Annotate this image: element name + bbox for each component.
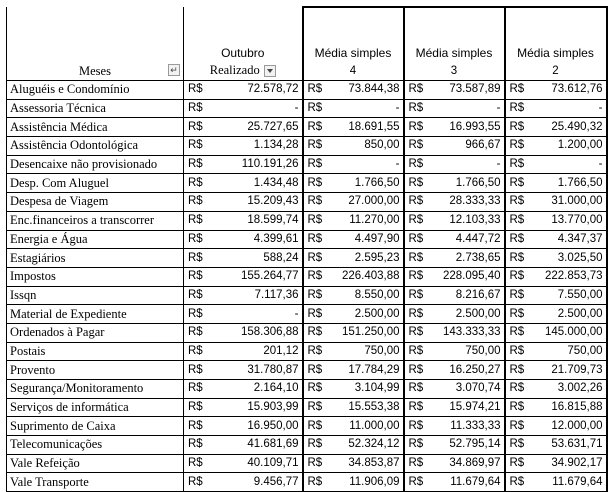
header-blank-cell: [404, 7, 505, 45]
currency-cell[interactable]: R$: [505, 137, 534, 156]
table-row: [7, 342, 607, 361]
value-cell[interactable]: 750,00: [534, 342, 607, 361]
row-label[interactable]: Assessoria Técnica: [7, 99, 184, 118]
currency-cell[interactable]: R$: [404, 342, 433, 361]
value-cell[interactable]: -: [534, 99, 607, 118]
currency-cell[interactable]: R$: [505, 155, 534, 174]
value-cell[interactable]: 1.200,00: [534, 137, 607, 156]
value-cell[interactable]: 3.070,74: [433, 380, 505, 399]
currency-cell[interactable]: R$: [184, 473, 213, 492]
currency-cell[interactable]: R$: [505, 454, 534, 473]
row-label[interactable]: Enc.financeiros a transcorrer: [7, 211, 184, 230]
value-cell[interactable]: 40.109,71: [213, 454, 303, 473]
currency-cell[interactable]: R$: [303, 417, 332, 436]
value-cell[interactable]: 16.815,88: [534, 398, 607, 417]
value-cell[interactable]: 11.906,09: [332, 473, 404, 492]
currency-cell[interactable]: R$: [184, 436, 213, 455]
value-cell[interactable]: 73.612,76: [534, 81, 607, 100]
value-cell[interactable]: 966,67: [433, 137, 505, 156]
currency-cell[interactable]: R$: [505, 361, 534, 380]
currency-cell[interactable]: R$: [505, 81, 534, 100]
value-cell[interactable]: 11.333,33: [433, 417, 505, 436]
currency-cell[interactable]: R$: [184, 193, 213, 212]
currency-cell[interactable]: R$: [303, 230, 332, 249]
currency-cell[interactable]: R$: [505, 211, 534, 230]
table-row: [7, 286, 607, 305]
currency-cell[interactable]: R$: [303, 174, 332, 193]
value-cell[interactable]: 18.599,74: [213, 211, 303, 230]
value-cell[interactable]: 1.434,48: [213, 174, 303, 193]
row-label[interactable]: Serviços de informática: [7, 398, 184, 417]
value-cell[interactable]: 2.500,00: [433, 305, 505, 324]
currency-cell[interactable]: R$: [303, 118, 332, 137]
months-column-header[interactable]: [7, 62, 184, 81]
value-cell[interactable]: 2.595,23: [332, 249, 404, 268]
value-cell[interactable]: 4.399,61: [213, 230, 303, 249]
header-blank-cell: [7, 45, 184, 62]
table-row: [7, 249, 607, 268]
months-header-label: Meses: [79, 63, 111, 78]
currency-cell[interactable]: R$: [184, 137, 213, 156]
currency-cell[interactable]: R$: [184, 99, 213, 118]
header-blank-cell: [303, 7, 404, 45]
currency-cell[interactable]: R$: [505, 286, 534, 305]
currency-cell[interactable]: R$: [303, 193, 332, 212]
row-label[interactable]: Desencaixe não provisionado: [7, 155, 184, 174]
currency-cell[interactable]: R$: [505, 174, 534, 193]
value-cell[interactable]: 201,12: [213, 342, 303, 361]
currency-cell[interactable]: R$: [303, 398, 332, 417]
table-row: [7, 81, 607, 100]
table-row: [7, 398, 607, 417]
currency-cell[interactable]: R$: [184, 323, 213, 342]
value-cell[interactable]: 27.000,00: [332, 193, 404, 212]
currency-cell[interactable]: R$: [303, 137, 332, 156]
value-cell[interactable]: 72.578,72: [213, 81, 303, 100]
table-row: [7, 155, 607, 174]
currency-cell[interactable]: R$: [505, 118, 534, 137]
table-row: [7, 230, 607, 249]
value-cell[interactable]: -: [433, 155, 505, 174]
currency-cell[interactable]: R$: [303, 323, 332, 342]
currency-cell[interactable]: R$: [404, 286, 433, 305]
value-cell[interactable]: 158.306,88: [213, 323, 303, 342]
row-label[interactable]: Desp. Com Aluguel: [7, 174, 184, 193]
value-cell[interactable]: 8.216,67: [433, 286, 505, 305]
currency-cell[interactable]: R$: [184, 155, 213, 174]
value-cell[interactable]: 31.780,87: [213, 361, 303, 380]
value-cell[interactable]: 12.103,33: [433, 211, 505, 230]
row-label[interactable]: Ordenados à Pagar: [7, 323, 184, 342]
value-cell[interactable]: 15.974,21: [433, 398, 505, 417]
header-blank-cell: [505, 7, 607, 45]
value-cell[interactable]: 2.738,65: [433, 249, 505, 268]
currency-cell[interactable]: R$: [505, 323, 534, 342]
currency-cell[interactable]: R$: [404, 155, 433, 174]
value-cell[interactable]: -: [534, 155, 607, 174]
value-cell[interactable]: 52.324,12: [332, 436, 404, 455]
row-label[interactable]: Material de Expediente: [7, 305, 184, 324]
value-cell[interactable]: 222.853,73: [534, 267, 607, 286]
currency-cell[interactable]: R$: [184, 398, 213, 417]
value-cell[interactable]: 16.250,27: [433, 361, 505, 380]
currency-cell[interactable]: R$: [184, 417, 213, 436]
value-cell[interactable]: 8.550,00: [332, 286, 404, 305]
currency-cell[interactable]: R$: [184, 380, 213, 399]
currency-cell[interactable]: R$: [404, 398, 433, 417]
value-cell[interactable]: 750,00: [433, 342, 505, 361]
value-cell[interactable]: 4.347,37: [534, 230, 607, 249]
currency-cell[interactable]: R$: [404, 323, 433, 342]
value-cell[interactable]: 7.117,36: [213, 286, 303, 305]
row-label[interactable]: Segurança/Monitoramento: [7, 380, 184, 399]
row-label[interactable]: Vale Refeição: [7, 454, 184, 473]
row-label[interactable]: Energia e Água: [7, 230, 184, 249]
table-row: [7, 417, 607, 436]
currency-cell[interactable]: R$: [303, 454, 332, 473]
value-cell[interactable]: 110.191,26: [213, 155, 303, 174]
value-cell[interactable]: 25.727,65: [213, 118, 303, 137]
value-cell[interactable]: 11.000,00: [332, 417, 404, 436]
currency-cell[interactable]: R$: [404, 454, 433, 473]
table-row: [7, 99, 607, 118]
value-cell[interactable]: 34.869,97: [433, 454, 505, 473]
avg-period-3: 3: [404, 62, 505, 81]
currency-cell[interactable]: R$: [404, 99, 433, 118]
value-cell[interactable]: 1.766,50: [534, 174, 607, 193]
currency-cell[interactable]: R$: [404, 436, 433, 455]
table-row: [7, 193, 607, 212]
value-cell[interactable]: 850,00: [332, 137, 404, 156]
currency-cell[interactable]: R$: [404, 361, 433, 380]
value-cell[interactable]: 41.681,69: [213, 436, 303, 455]
avg-period-2: 2: [505, 62, 607, 81]
currency-cell[interactable]: R$: [184, 249, 213, 268]
value-cell[interactable]: 28.333,33: [433, 193, 505, 212]
currency-cell[interactable]: R$: [184, 267, 213, 286]
value-cell[interactable]: 4.497,90: [332, 230, 404, 249]
currency-cell[interactable]: R$: [404, 230, 433, 249]
currency-cell[interactable]: R$: [505, 380, 534, 399]
currency-cell[interactable]: R$: [184, 211, 213, 230]
value-cell[interactable]: -: [213, 99, 303, 118]
row-label[interactable]: Assistência Odontológica: [7, 137, 184, 156]
currency-cell[interactable]: R$: [505, 436, 534, 455]
currency-cell[interactable]: R$: [184, 230, 213, 249]
currency-cell[interactable]: R$: [404, 473, 433, 492]
value-cell[interactable]: 1.766,50: [332, 174, 404, 193]
value-cell[interactable]: 3.025,50: [534, 249, 607, 268]
value-cell[interactable]: -: [332, 155, 404, 174]
currency-cell[interactable]: R$: [404, 380, 433, 399]
table-row: [7, 211, 607, 230]
currency-cell[interactable]: R$: [303, 211, 332, 230]
value-cell[interactable]: 3.104,99: [332, 380, 404, 399]
table-row: [7, 323, 607, 342]
currency-cell[interactable]: R$: [184, 174, 213, 193]
realized-label: Realizado: [209, 63, 260, 77]
currency-cell[interactable]: R$: [303, 286, 332, 305]
header-blank-cell: [184, 7, 303, 45]
value-cell[interactable]: 17.784,29: [332, 361, 404, 380]
currency-cell[interactable]: R$: [303, 81, 332, 100]
row-label[interactable]: Impostos: [7, 267, 184, 286]
currency-cell[interactable]: R$: [505, 473, 534, 492]
value-cell[interactable]: 18.691,55: [332, 118, 404, 137]
row-label[interactable]: Issqn: [7, 286, 184, 305]
row-label[interactable]: Despesa de Viagem: [7, 193, 184, 212]
filter-sort-icon[interactable]: ↵: [168, 64, 180, 76]
value-cell[interactable]: -: [213, 305, 303, 324]
table-row: [7, 267, 607, 286]
currency-cell[interactable]: R$: [303, 342, 332, 361]
currency-cell[interactable]: R$: [184, 286, 213, 305]
row-label[interactable]: Provento: [7, 361, 184, 380]
value-cell[interactable]: 7.550,00: [534, 286, 607, 305]
value-cell[interactable]: 52.795,14: [433, 436, 505, 455]
value-cell[interactable]: 53.631,71: [534, 436, 607, 455]
currency-cell[interactable]: R$: [303, 155, 332, 174]
currency-cell[interactable]: R$: [184, 305, 213, 324]
value-cell[interactable]: 1.134,28: [213, 137, 303, 156]
table-row: [7, 436, 607, 455]
row-label[interactable]: Aluguéis e Condomínio: [7, 81, 184, 100]
currency-cell[interactable]: R$: [404, 193, 433, 212]
value-cell[interactable]: 31.000,00: [534, 193, 607, 212]
row-label[interactable]: Postais: [7, 342, 184, 361]
table-row: [7, 361, 607, 380]
currency-cell[interactable]: R$: [505, 230, 534, 249]
value-cell[interactable]: 2.500,00: [534, 305, 607, 324]
value-cell[interactable]: -: [433, 99, 505, 118]
currency-cell[interactable]: R$: [505, 267, 534, 286]
value-cell[interactable]: 15.903,99: [213, 398, 303, 417]
value-cell[interactable]: 13.770,00: [534, 211, 607, 230]
value-cell[interactable]: 11.679,64: [534, 473, 607, 492]
table-row: [7, 137, 607, 156]
table-row: [7, 305, 607, 324]
expense-table: [6, 6, 608, 492]
currency-cell[interactable]: R$: [184, 118, 213, 137]
table-row: [7, 454, 607, 473]
avg-period-4: 4: [303, 62, 404, 81]
value-cell[interactable]: 2.500,00: [332, 305, 404, 324]
currency-cell[interactable]: R$: [184, 454, 213, 473]
value-cell[interactable]: 34.853,87: [332, 454, 404, 473]
currency-cell[interactable]: R$: [404, 137, 433, 156]
currency-cell[interactable]: R$: [303, 436, 332, 455]
currency-cell[interactable]: R$: [404, 267, 433, 286]
value-cell[interactable]: 34.902,17: [534, 454, 607, 473]
row-label[interactable]: Telecomunicações: [7, 436, 184, 455]
currency-cell[interactable]: R$: [505, 342, 534, 361]
value-cell[interactable]: 15.209,43: [213, 193, 303, 212]
currency-cell[interactable]: R$: [184, 81, 213, 100]
value-cell[interactable]: 15.553,38: [332, 398, 404, 417]
currency-cell[interactable]: R$: [303, 249, 332, 268]
value-cell[interactable]: 12.000,00: [534, 417, 607, 436]
value-cell[interactable]: 226.403,88: [332, 267, 404, 286]
currency-cell[interactable]: R$: [303, 99, 332, 118]
currency-cell[interactable]: R$: [505, 249, 534, 268]
value-cell[interactable]: 155.264,77: [213, 267, 303, 286]
realized-header: [184, 62, 303, 81]
chevron-down-icon[interactable]: [264, 65, 276, 77]
value-cell[interactable]: 9.456,77: [213, 473, 303, 492]
currency-cell[interactable]: R$: [303, 267, 332, 286]
value-cell[interactable]: 25.490,32: [534, 118, 607, 137]
value-cell[interactable]: 73.587,89: [433, 81, 505, 100]
value-cell[interactable]: 145.000,00: [534, 323, 607, 342]
value-cell[interactable]: 2.164,10: [213, 380, 303, 399]
row-label[interactable]: Vale Transporte: [7, 473, 184, 492]
header-blank-cell: [7, 7, 184, 45]
avg-header-4: Média simples: [303, 45, 404, 62]
table-row: [7, 174, 607, 193]
table-row: [7, 473, 607, 492]
avg-header-3: Média simples: [404, 45, 505, 62]
value-cell[interactable]: 750,00: [332, 342, 404, 361]
currency-cell[interactable]: R$: [404, 118, 433, 137]
value-cell[interactable]: 11.270,00: [332, 211, 404, 230]
table-row: [7, 380, 607, 399]
currency-cell[interactable]: R$: [303, 380, 332, 399]
value-cell[interactable]: 1.766,50: [433, 174, 505, 193]
avg-header-2: Média simples: [505, 45, 607, 62]
currency-cell[interactable]: R$: [184, 342, 213, 361]
currency-cell[interactable]: R$: [404, 81, 433, 100]
currency-cell[interactable]: R$: [184, 361, 213, 380]
currency-cell[interactable]: R$: [404, 211, 433, 230]
currency-cell[interactable]: R$: [303, 361, 332, 380]
currency-cell[interactable]: R$: [505, 99, 534, 118]
value-cell[interactable]: 16.993,55: [433, 118, 505, 137]
value-cell[interactable]: 588,24: [213, 249, 303, 268]
month-header: Outubro: [221, 46, 265, 60]
currency-cell[interactable]: R$: [404, 417, 433, 436]
value-cell[interactable]: 16.950,00: [213, 417, 303, 436]
row-label[interactable]: Estagiários: [7, 249, 184, 268]
value-cell[interactable]: 73.844,38: [332, 81, 404, 100]
currency-cell[interactable]: R$: [505, 193, 534, 212]
value-cell[interactable]: 228.095,40: [433, 267, 505, 286]
row-label[interactable]: Suprimento de Caixa: [7, 417, 184, 436]
value-cell[interactable]: 143.333,33: [433, 323, 505, 342]
currency-cell[interactable]: R$: [505, 305, 534, 324]
value-cell[interactable]: 11.679,64: [433, 473, 505, 492]
table-row: [7, 118, 607, 137]
value-cell[interactable]: 3.002,26: [534, 380, 607, 399]
value-cell[interactable]: 4.447,72: [433, 230, 505, 249]
currency-cell[interactable]: R$: [505, 417, 534, 436]
currency-cell[interactable]: R$: [303, 305, 332, 324]
value-cell[interactable]: -: [332, 99, 404, 118]
row-label[interactable]: Assistência Médica: [7, 118, 184, 137]
currency-cell[interactable]: R$: [404, 249, 433, 268]
currency-cell[interactable]: R$: [505, 398, 534, 417]
currency-cell[interactable]: R$: [404, 305, 433, 324]
currency-cell[interactable]: R$: [404, 174, 433, 193]
currency-cell[interactable]: R$: [303, 473, 332, 492]
value-cell[interactable]: 21.709,73: [534, 361, 607, 380]
value-cell[interactable]: 151.250,00: [332, 323, 404, 342]
